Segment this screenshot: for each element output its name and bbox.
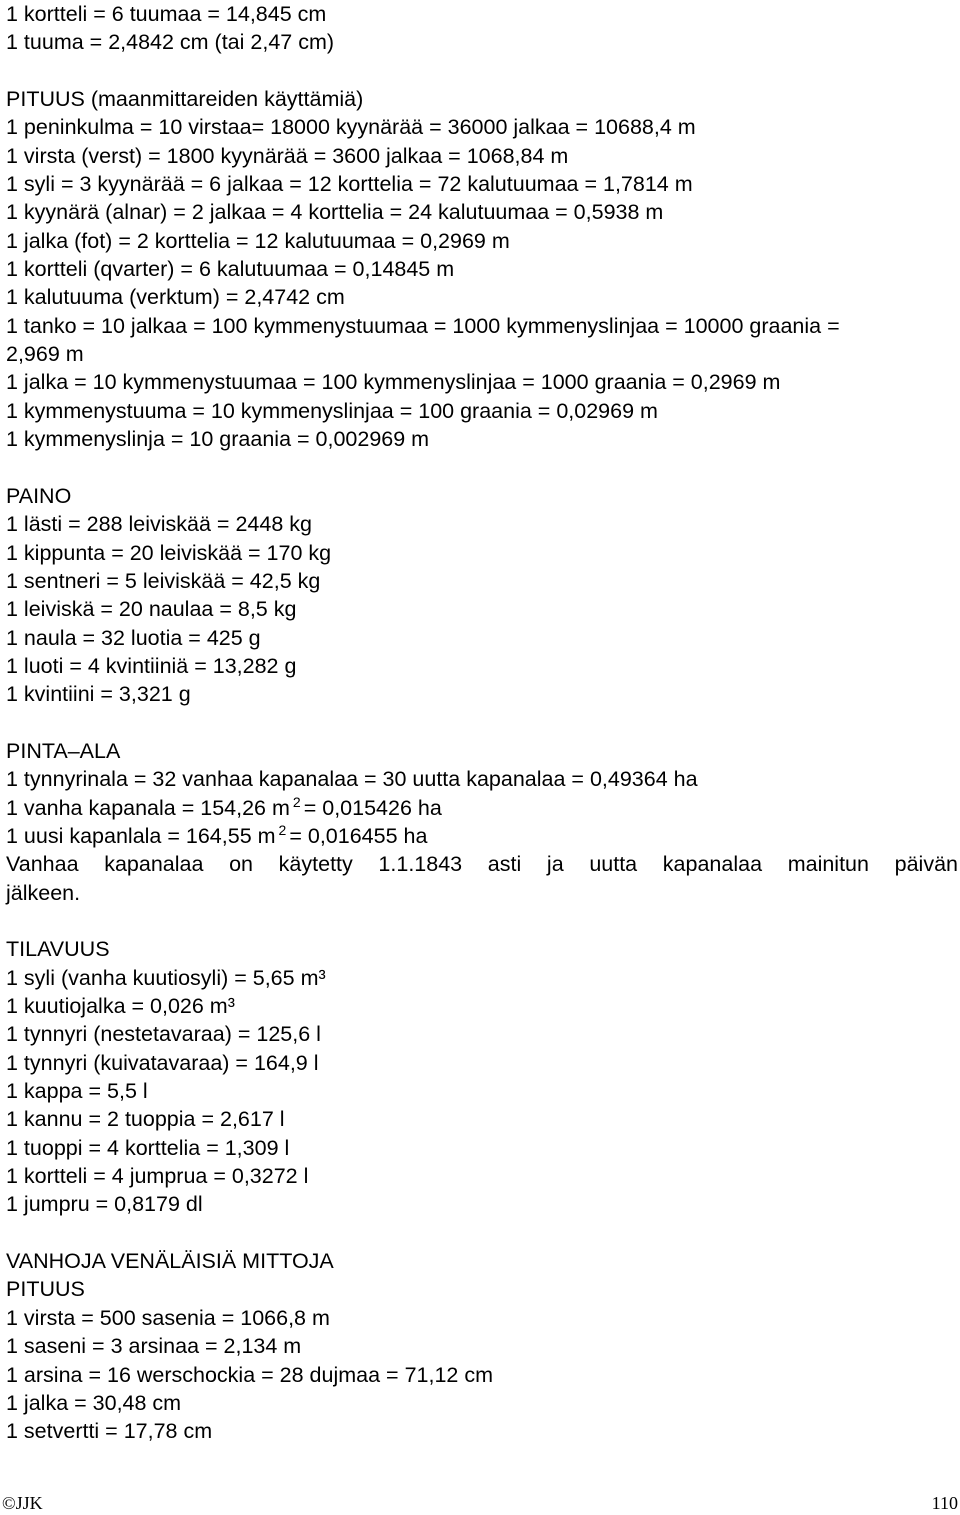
spacer bbox=[6, 1219, 958, 1247]
text-line: 1 virsta = 500 sasenia = 1066,8 m bbox=[6, 1305, 330, 1330]
text-line: 1 virsta (verst) = 1800 kyynärää = 3600 jalkaa = 1068,84 m bbox=[6, 143, 569, 168]
text-fragment: 1 vanha kapanala = 154,26 m bbox=[6, 795, 290, 820]
section-subheading-length: PITUUS bbox=[6, 1277, 85, 1302]
text-line: 1 kuutiojalka = 0,026 m³ bbox=[6, 994, 235, 1019]
section-heading-russian: VANHOJA VENÄLÄISIÄ MITTOJA bbox=[6, 1249, 334, 1274]
page-number: 110 bbox=[931, 1493, 958, 1513]
text-line: 1 kippunta = 20 leiviskää = 170 kg bbox=[6, 540, 332, 565]
spacer bbox=[6, 57, 958, 85]
text-line: 1 leiviskä = 20 naulaa = 8,5 kg bbox=[6, 597, 297, 622]
note-line: Vanhaa kapanalaa on käytetty 1.1.1843 asti ja uutta kapanalaa mainitun päivän bbox=[6, 852, 958, 877]
text-line: 1 tuoppi = 4 korttelia = 1,309 l bbox=[6, 1135, 290, 1160]
section-heading-weight: PAINO bbox=[6, 483, 72, 508]
text-line: 1 jalka (fot) = 2 korttelia = 12 kalutuumaa = 0,2969 m bbox=[6, 228, 510, 253]
text-line: 1 kortteli = 4 jumprua = 0,3272 l bbox=[6, 1164, 309, 1189]
text-line: 1 kappa = 5,5 l bbox=[6, 1079, 148, 1104]
text-line: 1 syli = 3 kyynärää = 6 jalkaa = 12 korttelia = 72 kalutuumaa = 1,7814 m bbox=[6, 172, 693, 197]
text-line: 1 kvintiini = 3,321 g bbox=[6, 682, 191, 707]
text-line: 1 kannu = 2 tuoppia = 2,617 l bbox=[6, 1107, 285, 1132]
text-line: 1 kyynärä (alnar) = 2 jalkaa = 4 korttelia = 24 kalutuumaa = 0,5938 m bbox=[6, 200, 664, 225]
text-line: 1 kortteli = 6 tuumaa = 14,845 cm bbox=[6, 2, 327, 26]
superscript: 2 bbox=[292, 793, 301, 810]
text-line: 1 arsina = 16 werschockia = 28 dujmaa = 71,12 cm bbox=[6, 1362, 494, 1387]
document-body bbox=[6, 0, 958, 1446]
note-line: jälkeen. bbox=[6, 880, 81, 905]
section-heading-area: PINTA–ALA bbox=[6, 738, 121, 763]
text-line: 1 tynnyri (kuivatavaraa) = 164,9 l bbox=[6, 1050, 319, 1075]
text-line: 1 tanko = 10 jalkaa = 100 kymmenystuumaa = 1000 kymmenyslinjaa = 10000 graania = bbox=[6, 313, 840, 338]
text-line: 1 kymmenyslinja = 10 graania = 0,002969 m bbox=[6, 427, 430, 452]
text-line: 1 jumpru = 0,8179 dl bbox=[6, 1192, 203, 1217]
text-line: 1 syli (vanha kuutiosyli) = 5,65 m³ bbox=[6, 965, 326, 990]
text-line: 1 kymmenystuuma = 10 kymmenyslinjaa = 100 graania = 0,02969 m bbox=[6, 398, 658, 423]
copyright-label: ©JJK bbox=[2, 1493, 43, 1513]
spacer bbox=[6, 454, 958, 482]
section-heading-volume: TILAVUUS bbox=[6, 937, 110, 962]
text-line: 1 jalka = 10 kymmenystuumaa = 100 kymmenyslinjaa = 1000 graania = 0,2969 m bbox=[6, 370, 781, 395]
text-fragment: 1 uusi kapanlala = 164,55 m bbox=[6, 823, 276, 848]
text-line: 1 saseni = 3 arsinaa = 2,134 m bbox=[6, 1334, 302, 1359]
superscript: 2 bbox=[278, 821, 287, 838]
text-line: 1 sentneri = 5 leiviskää = 42,5 kg bbox=[6, 568, 321, 593]
text-line: 1 tuuma = 2,4842 cm (tai 2,47 cm) bbox=[6, 30, 335, 55]
text-fragment: = 0,015426 ha bbox=[303, 795, 442, 820]
text-line: 1 lästi = 288 leiviskää = 2448 kg bbox=[6, 512, 312, 537]
text-fragment: = 0,016455 ha bbox=[289, 823, 428, 848]
text-line: 2,969 m bbox=[6, 342, 84, 367]
spacer bbox=[6, 709, 958, 737]
text-line: 1 peninkulma = 10 virstaa= 18000 kyynärää = 36000 jalkaa = 10688,4 m bbox=[6, 115, 696, 140]
text-line: 1 jalka = 30,48 cm bbox=[6, 1390, 182, 1415]
text-line bbox=[6, 822, 958, 850]
text-line: 1 naula = 32 luotia = 425 g bbox=[6, 625, 261, 650]
text-line: 1 kortteli (qvarter) = 6 kalutuumaa = 0,14845 m bbox=[6, 257, 455, 282]
spacer bbox=[6, 907, 958, 935]
text-line: 1 tynnyri (nestetavaraa) = 125,6 l bbox=[6, 1022, 321, 1047]
text-line bbox=[6, 794, 958, 822]
text-line: 1 setvertti = 17,78 cm bbox=[6, 1419, 213, 1444]
text-line: 1 tynnyrinala = 32 vanhaa kapanalaa = 30 uutta kapanalaa = 0,49364 ha bbox=[6, 767, 698, 792]
section-heading-length: PITUUS (maanmittareiden käyttämiä) bbox=[6, 87, 364, 112]
text-line: 1 luoti = 4 kvintiiniä = 13,282 g bbox=[6, 653, 297, 678]
text-line: 1 kalutuuma (verktum) = 2,4742 cm bbox=[6, 285, 345, 310]
